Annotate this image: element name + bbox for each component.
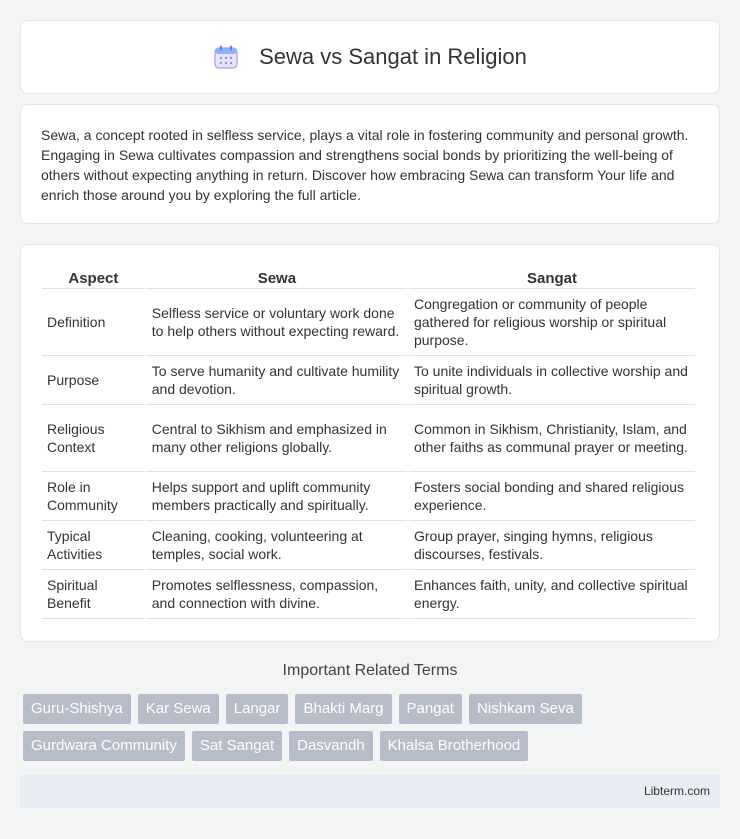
comparison-card <box>20 244 720 642</box>
sangat-cell: Congregation or community of people gathered for religious worship or spiritual purpose. <box>409 289 695 356</box>
aspect-cell: Purpose <box>42 356 145 405</box>
tag-sat-sangat[interactable]: Sat Sangat <box>192 731 282 761</box>
sewa-cell: Cleaning, cooking, volunteering at temples, social work. <box>147 521 407 570</box>
tag-gurdwara-community[interactable]: Gurdwara Community <box>23 731 185 761</box>
tag-bhakti-marg[interactable]: Bhakti Marg <box>295 694 391 724</box>
related-terms-title: Important Related Terms <box>282 662 458 679</box>
table-row <box>42 472 695 521</box>
header-card <box>20 20 720 94</box>
aspect-cell: Role in Community <box>42 472 145 521</box>
aspect-cell: Typical Activities <box>42 521 145 570</box>
sewa-cell: To serve humanity and cultivate humility and devotion. <box>147 356 407 405</box>
tag-row <box>23 694 713 724</box>
page-title: Sewa vs Sangat in Religion <box>259 44 527 69</box>
sangat-cell: Common in Sikhism, Christianity, Islam, and other faiths as communal prayer or meeting. <box>409 405 695 472</box>
sewa-cell: Selfless service or voluntary work done to help others without expecting reward. <box>147 289 407 356</box>
calendar-icon <box>213 44 239 70</box>
tag-pangat[interactable]: Pangat <box>399 694 463 724</box>
sangat-cell: Group prayer, singing hymns, religious discourses, festivals. <box>409 521 695 570</box>
table-row <box>42 521 695 570</box>
sangat-cell: Enhances faith, unity, and collective spiritual energy. <box>409 570 695 619</box>
footer-link[interactable]: Libterm.com <box>643 784 710 798</box>
tag-nishkam-seva[interactable]: Nishkam Seva <box>469 694 582 724</box>
table-row <box>42 356 695 405</box>
tag-guru-shishya[interactable]: Guru-Shishya <box>23 694 131 724</box>
intro-card <box>20 104 720 224</box>
header-sangat: Sangat <box>409 265 695 289</box>
related-terms <box>23 694 713 768</box>
header-aspect: Aspect <box>42 265 145 289</box>
table-row <box>42 405 695 472</box>
table-row <box>42 289 695 356</box>
comparison-table <box>40 265 697 619</box>
tag-langar[interactable]: Langar <box>226 694 289 724</box>
sewa-cell: Central to Sikhism and emphasized in many other religions globally. <box>147 405 407 472</box>
sangat-cell: Fosters social bonding and shared religious experience. <box>409 472 695 521</box>
aspect-cell: Definition <box>42 289 145 356</box>
intro-text: Sewa, a concept rooted in selfless service, plays a vital role in fostering community and personal growth. Engaging in Sewa cultivates compassion and strengthens social bonds by prioritizing the well-being of others without expecting anything in return. Discover how embracing Sewa can transform Your life and enrich those around you by exploring the full article. <box>41 127 689 203</box>
aspect-cell: Religious Context <box>42 405 145 472</box>
table-header-row <box>42 265 695 289</box>
tag-khalsa-brotherhood[interactable]: Khalsa Brotherhood <box>380 731 529 761</box>
sangat-cell: To unite individuals in collective worship and spiritual growth. <box>409 356 695 405</box>
header-sewa: Sewa <box>147 265 407 289</box>
aspect-cell: Spiritual Benefit <box>42 570 145 619</box>
sewa-cell: Helps support and uplift community members practically and spiritually. <box>147 472 407 521</box>
tag-dasvandh[interactable]: Dasvandh <box>289 731 373 761</box>
tag-row <box>23 731 713 761</box>
sewa-cell: Promotes selflessness, compassion, and connection with divine. <box>147 570 407 619</box>
footer <box>20 775 720 808</box>
tag-kar-sewa[interactable]: Kar Sewa <box>138 694 219 724</box>
table-row <box>42 570 695 619</box>
